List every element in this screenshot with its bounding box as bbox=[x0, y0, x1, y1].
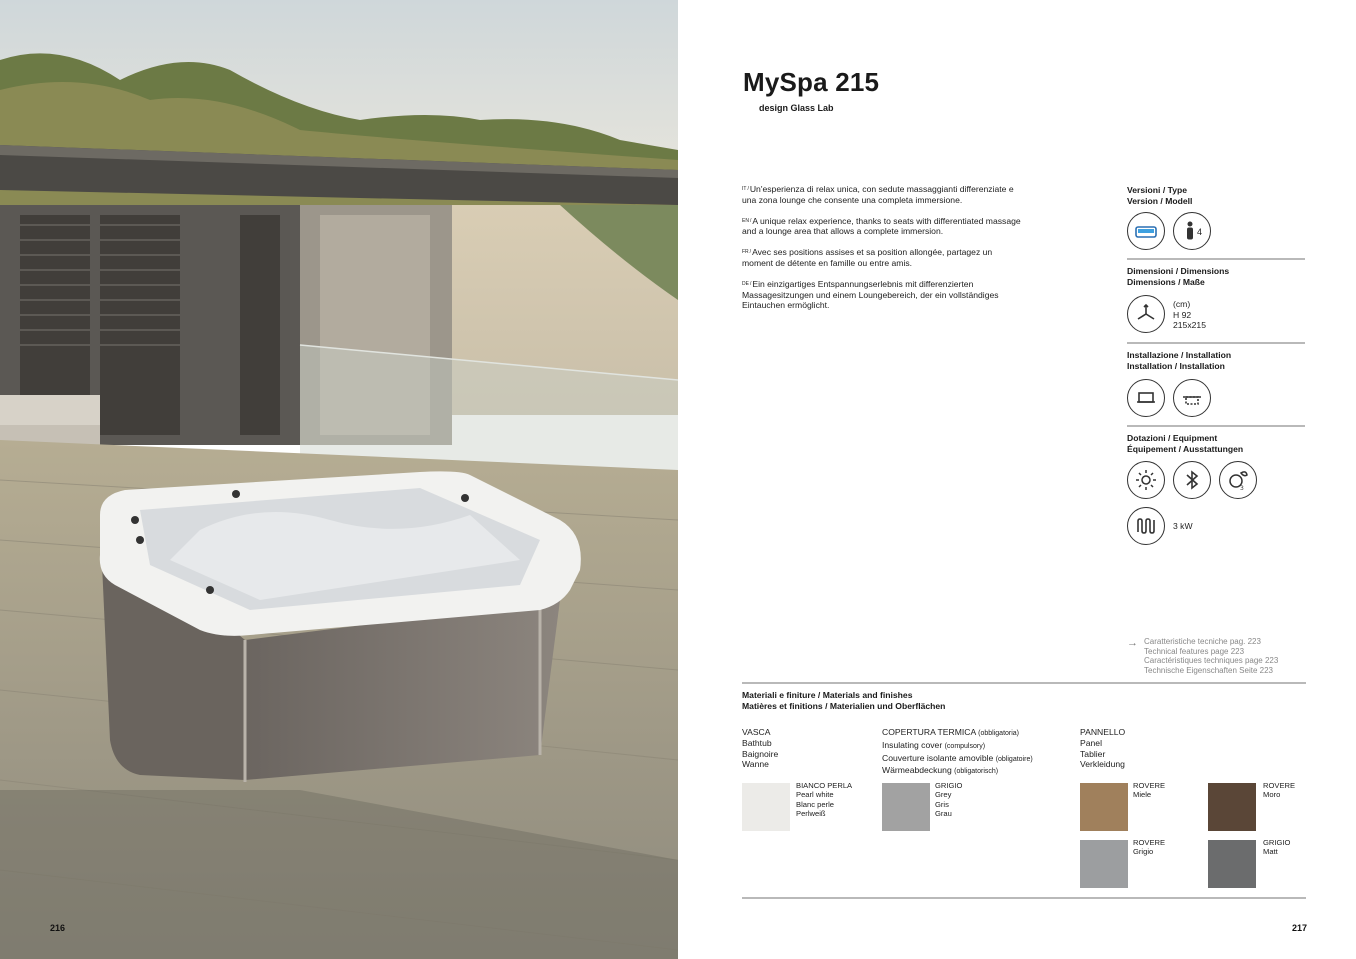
divider bbox=[1127, 258, 1305, 260]
description-block bbox=[742, 184, 1022, 321]
designer-credit: design Glass Lab bbox=[759, 103, 834, 113]
versions-heading: Versioni / Type Version / Modell bbox=[1127, 185, 1193, 206]
tech-features-link[interactable]: Caratteristiche tecniche pag. 223 Technical features page 223 Caractéristiques techniques page 223 Technische Eigenschaften Seite 223 bbox=[1144, 637, 1279, 675]
description-it: $^{IT/}$Un'esperienza di relax unica, con sedute massaggianti differenziate e una zona lounge che consente una completa immersione. bbox=[742, 184, 1014, 205]
installation-heading: Installazione / Installation Installation / Installation bbox=[1127, 350, 1232, 371]
dimensions-icon bbox=[1127, 295, 1165, 333]
swatch-cover-grey bbox=[882, 783, 930, 831]
freestanding-install-icon bbox=[1127, 379, 1165, 417]
arrow-right-icon: → bbox=[1127, 637, 1138, 649]
description-de: $^{DE/}$Ein einzigartiges Entspannungserlebnis mit differenzierten Massagesitzungen und einem Loungebereich, der ein vollständiges Eintauchen ermöglicht. bbox=[742, 278, 999, 311]
divider bbox=[1127, 342, 1305, 344]
swatch-label-rovere-miele: ROVERE Miele bbox=[1133, 781, 1166, 800]
page-number-left: 216 bbox=[50, 923, 66, 933]
person-count: 4 bbox=[1197, 227, 1203, 237]
light-icon bbox=[1127, 461, 1165, 499]
product-title: MySpa 215 bbox=[743, 67, 880, 97]
swatch-rovere-miele bbox=[1080, 783, 1128, 831]
swatch-grigio-matt bbox=[1208, 840, 1256, 888]
swatch-label-cover-grey: GRIGIO Grey Gris Grau bbox=[935, 781, 963, 819]
materials-heading: Materiali e finiture / Materials and finishes Matières et finitions / Materialien und Oberflächen bbox=[742, 690, 946, 711]
dimensions-values: (cm) H 92 215x215 bbox=[1173, 299, 1206, 331]
spa-tub-icon bbox=[1127, 212, 1165, 250]
divider bbox=[742, 897, 1306, 899]
cover-material-label: COPERTURA TERMICA (obbligatoria) Insulating cover (compulsory) Couverture isolante amovible (obligatoire) Wärmeabdeckung (obligatorisch) bbox=[882, 727, 1033, 776]
swatch-rovere-grigio bbox=[1080, 840, 1128, 888]
tub-material-label: VASCA Bathtub Baignoire Wanne bbox=[742, 727, 779, 770]
heater-icon bbox=[1127, 507, 1165, 545]
divider bbox=[1127, 425, 1305, 427]
equipment-heading: Dotazioni / Equipment Équipement / Ausstattungen bbox=[1127, 433, 1244, 454]
swatch-rovere-moro bbox=[1208, 783, 1256, 831]
swatch-label-grigio-matt: GRIGIO Matt bbox=[1263, 838, 1291, 857]
swatch-label-pearl-white: BIANCO PERLA Pearl white Blanc perle Perlweiß bbox=[796, 781, 853, 819]
person-icon bbox=[1173, 212, 1211, 250]
recessed-install-icon bbox=[1173, 379, 1211, 417]
description-fr: $^{FR/}$Avec ses positions assises et sa position allongée, partagez un moment de détente en famille ou entre amis. bbox=[742, 247, 993, 268]
bluetooth-icon bbox=[1173, 461, 1211, 499]
panel-material-label: PANNELLO Panel Tablier Verkleidung bbox=[1080, 727, 1126, 770]
swatch-pearl-white bbox=[742, 783, 790, 831]
swatch-label-rovere-grigio: ROVERE Grigio bbox=[1133, 838, 1166, 857]
right-page bbox=[678, 0, 1356, 959]
dimensions-heading: Dimensioni / Dimensions Dimensions / Maße bbox=[1127, 266, 1230, 287]
ozone-icon bbox=[1219, 461, 1257, 499]
heater-power: 3 kW bbox=[1173, 521, 1193, 531]
divider bbox=[742, 682, 1306, 684]
description-en: $^{EN/}$A unique relax experience, thanks to seats with differentiated massage and a lounge area that allows a complete immersion. bbox=[742, 215, 1021, 237]
page-number-right: 217 bbox=[1292, 923, 1308, 933]
swatch-label-rovere-moro: ROVERE Moro bbox=[1263, 781, 1296, 800]
svg-text:3: 3 bbox=[1240, 485, 1244, 492]
